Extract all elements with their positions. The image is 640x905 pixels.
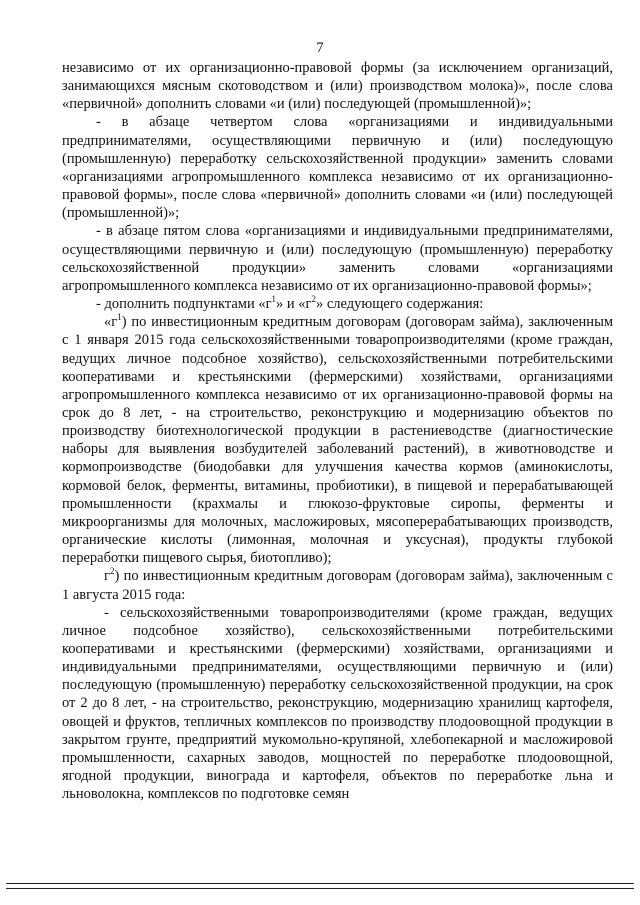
paragraph-subpoint-g2-item: - сельскохозяйственными товаропроизводителями (кроме граждан, ведущих личное подсобное хозяйство), сельскохозяйственными потребительскими кооперативами и крестьянскими (фермерскими) хозяйствами, организациями и индивидуальными предпринимателями, осуществляющими первичную и (или) последующую (промышленную) переработку сельскохозяйственной продукции, на срок от 2 до 8 лет, - на строительство, реконструкцию, модернизацию хранилищ картофеля, овощей и фруктов, тепличных комплексов по производству плодоовощной продукции в закрытом грунте, предприятий мукомольно-крупяной, хлебопекарной и масложировой промышленности, сахарных заводов, мощностей по переработке плодоовощной, ягодной продукции, винограда и картофеля, объектов по переработке льна и льноволокна, комплексов по подготовке семян xyxy=(62,604,613,803)
paragraph-abzac-4: - в абзаце четвертом слова «организациями и индивидуальными предпринимателями, осуществляющими первичную и (или) последующую (промышленную) переработку сельскохозяйственной продукции» заменить словами «организациями агропромышленного комплекса независимо от их организационно-правовой формы», после слова «первичной» дополнить словами «и (или) последующей (промышленной)»; xyxy=(62,114,613,222)
superscript: 2 xyxy=(311,294,316,305)
footer-rule xyxy=(6,888,634,889)
paragraph-subpoint-g1: «$г^1$) по инвестиционным кредитным договорам (договорам займа), заключенным с 1 января 2015 года сельскохозяйственными товаропроизводителями (кроме граждан, ведущих личное подсобное хозяйство), сельскохозяйственными потребительскими кооперативами и крестьянскими (фермерскими) хозяйствами, организациями агропромышленного комплекса независимо от их организационно-правовой формы на срок до 8 лет, - на строительство, реконструкцию и модернизацию объектов по производству биотехнологической продукции в растениеводстве (диагностические наборы для выявления возбудителей заболеваний растений), в животноводстве и кормопроизводстве (биодобавки для улучшения качества кормов (аминокислоты, кормовой белок, ферменты, витамины, пробиотики), в пищевой и перерабатывающей промышленности (крахмалы и глюкозо-фруктовые сиропы, ферменты и микроорганизмы для молочных, масложировых, мясоперерабатывающих производств, органические кислоты (лимонная, молочная и уксусная), продукты глубокой переработки пищевого сырья, биотопливо); xyxy=(62,312,613,567)
superscript: 1 xyxy=(271,294,277,305)
footer-rule xyxy=(6,883,634,884)
page-number: 7 xyxy=(316,40,324,56)
superscript: 2 xyxy=(109,566,115,577)
paragraph-continuation: независимо от их организационно-правовой формы (за исключением организаций, занимающихся мясным скотоводством и (или) производством молока)», после слова «первичной» дополнить словами «и (или) последующей (промышленной)»; xyxy=(62,60,613,113)
paragraph-subpoint-g2: $г^2$) по инвестиционным кредитным договорам (договорам займа), заключенным с 1 августа 2015 года: xyxy=(62,566,613,603)
paragraph-addition-intro: - дополнить подпунктами «$г^1$» и «$г^2$» следующего содержания: xyxy=(96,294,484,313)
paragraph-abzac-5: - в абзаце пятом слова «организациями и индивидуальными предпринимателями, осуществляющими первичную и (или) последующую (промышленную) переработку сельскохозяйственной продукции» заменить словами «организациями агропромышленного комплекса независимо от их организационно-правовой формы»; xyxy=(62,223,613,294)
document-body xyxy=(62,59,613,803)
superscript: 1 xyxy=(117,312,122,323)
